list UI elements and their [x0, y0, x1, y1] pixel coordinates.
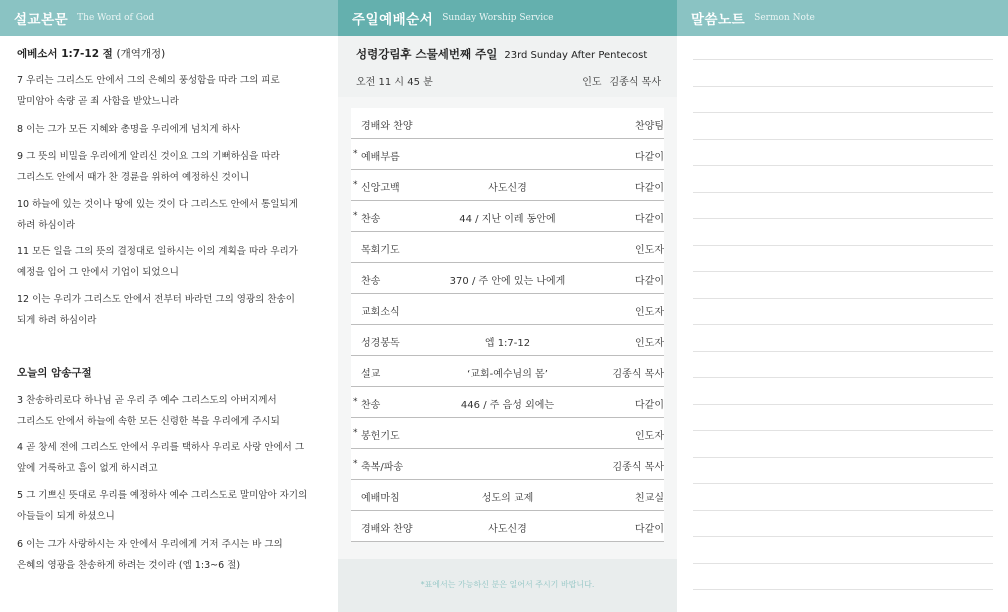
note-line [693, 245, 993, 246]
note-line [693, 112, 993, 113]
note-line [693, 536, 993, 537]
order-item-name: 예배부름 [361, 152, 400, 163]
order-item-name: 설교 [361, 369, 381, 380]
worship-order-subtitle: Sunday Worship Service [442, 13, 554, 23]
order-row [351, 449, 664, 480]
verse-block [17, 70, 327, 112]
order-item-name: 경배와 찬양 [361, 121, 413, 132]
standing-mark: * [353, 180, 358, 190]
note-line [693, 377, 993, 378]
order-item-detail: 엡 1:7-12 [484, 338, 531, 349]
worship-order-header [338, 0, 677, 36]
worship-order-list [351, 108, 664, 542]
service-title-ko: 성령강림후 스물세번째 주일 [356, 47, 498, 61]
order-row [351, 232, 664, 263]
scripture-version: (개역개정) [116, 48, 166, 60]
order-item-leader: 김종식 목사 [612, 369, 664, 380]
verse-line: 아들들이 되게 하셨으니 [17, 511, 115, 522]
order-row [351, 480, 664, 511]
order-row [351, 263, 664, 294]
note-line [693, 59, 993, 60]
service-leader [582, 73, 661, 88]
standing-mark: * [353, 149, 358, 159]
worship-order-title: 주일예배순서 [352, 12, 434, 28]
note-line [693, 483, 993, 484]
verse-line: 3 찬송하리로다 하나님 곧 우리 주 예수 그리스도의 아버지께서 [17, 395, 277, 406]
order-item-detail: 370 / 주 안에 있는 나에게 [449, 276, 566, 287]
note-line [693, 298, 993, 299]
verse-block [17, 390, 327, 432]
verse-line: 예정을 입어 그 안에서 기업이 되었으니 [17, 267, 179, 278]
verse-block [17, 194, 327, 236]
verse-line: 5 그 기쁘신 뜻대로 우리를 예정하사 예수 그리스도로 말미암아 자기의 [17, 490, 308, 501]
verse-block [17, 289, 327, 331]
standing-mark: * [353, 211, 358, 221]
sermon-text-panel [0, 0, 338, 612]
verse-line: 그리스도 안에서 때가 찬 경륜을 위하여 예정하신 것이니 [17, 172, 250, 183]
sermon-text-title: 설교본문 [14, 12, 69, 28]
order-item-detail: 446 / 주 음성 외에는 [460, 400, 555, 411]
order-item-name: 목회기도 [361, 245, 400, 256]
note-line [693, 563, 993, 564]
standing-mark: * [353, 397, 358, 407]
order-row [351, 387, 664, 418]
verse-line: 8 이는 그가 모든 지혜와 총명을 우리에게 넘치게 하사 [17, 124, 240, 135]
order-item-leader: 다같이 [635, 524, 664, 535]
order-item-leader: 인도자 [635, 307, 664, 318]
verse-block [17, 437, 327, 479]
service-leader-name: 김종식 목사 [609, 77, 661, 88]
order-item-leader: 찬양팀 [635, 121, 664, 132]
verse-line: 앞에 거룩하고 흠이 없게 하시려고 [17, 463, 158, 474]
order-item-leader: 다같이 [635, 183, 664, 194]
worship-order-panel [338, 0, 677, 612]
order-item-detail: ‘교회-예수님의 몸’ [467, 369, 548, 380]
order-item-name: 찬송 [361, 276, 381, 287]
order-item-detail: 사도신경 [488, 183, 527, 194]
standing-mark: * [353, 459, 358, 469]
verse-line: 7 우리는 그리스도 안에서 그의 은혜의 풍성함을 따라 그의 피로 [17, 75, 280, 86]
standing-footnote: *표에서는 가능하신 분은 일어서 주시기 바랍니다. [420, 580, 595, 589]
order-row [351, 511, 664, 542]
note-line [693, 139, 993, 140]
verse-line: 10 하늘에 있는 것이나 땅에 있는 것이 다 그리스도 안에서 통일되게 [17, 199, 298, 210]
verse-line: 되게 하려 하심이라 [17, 315, 97, 326]
sermon-note-header [677, 0, 1008, 36]
order-item-detail: 44 / 지난 이레 동안에 [459, 214, 556, 225]
note-line [693, 165, 993, 166]
note-line [693, 510, 993, 511]
note-line [693, 86, 993, 87]
note-line [693, 351, 993, 352]
order-item-leader: 친교실 [635, 493, 664, 504]
standing-mark: * [353, 428, 358, 438]
note-line [693, 324, 993, 325]
note-line [693, 192, 993, 193]
note-line [693, 430, 993, 431]
verse-block [17, 119, 327, 140]
order-item-detail: 성도의 교제 [481, 493, 534, 504]
memory-verse-title: 오늘의 암송구절 [17, 367, 92, 379]
verse-line: 4 곧 창세 전에 그리스도 안에서 우리를 택하사 우리로 사랑 안에서 그 [17, 442, 305, 453]
order-item-name: 찬송 [361, 214, 381, 225]
verse-line: 하려 하심이라 [17, 220, 76, 231]
verse-block [17, 534, 327, 576]
verse-line: 9 그 뜻의 비밀을 우리에게 알리신 것이요 그의 기뻐하심을 따라 [17, 151, 280, 162]
order-item-name: 예배마침 [361, 493, 400, 504]
note-line [693, 404, 993, 405]
order-item-leader: 인도자 [635, 431, 664, 442]
verse-block [17, 146, 327, 188]
service-title-en: 23rd Sunday After Pentecost [504, 50, 648, 61]
order-item-name: 교회소식 [361, 307, 400, 318]
order-item-leader: 인도자 [635, 338, 664, 349]
order-item-name: 축복/파송 [361, 462, 404, 473]
verse-line: 11 모든 일을 그의 뜻의 결정대로 일하시는 이의 계획을 따라 우리가 [17, 246, 298, 257]
order-row [351, 418, 664, 449]
sermon-text-subtitle: The Word of God [77, 13, 155, 23]
scripture-reference [17, 46, 165, 61]
worship-order-footer [338, 559, 677, 612]
note-line [693, 457, 993, 458]
order-row [351, 201, 664, 232]
verse-line: 그리스도 안에서 하늘에 속한 모든 신령한 복을 우리에게 주시되 [17, 416, 280, 427]
sermon-note-subtitle: Sermon Note [754, 13, 815, 23]
note-line [693, 589, 993, 590]
verse-line: 6 이는 그가 사랑하시는 자 안에서 우리에게 거저 주시는 바 그의 [17, 539, 283, 550]
order-item-name: 찬송 [361, 400, 381, 411]
scripture-reference-text: 에베소서 1:7-12 절 [17, 48, 113, 60]
sermon-note-title: 말씀노트 [691, 12, 746, 28]
service-info [338, 36, 677, 97]
sermon-text-header [0, 0, 338, 36]
order-row [351, 170, 664, 201]
order-item-leader: 인도자 [635, 245, 664, 256]
verse-line: 은혜의 영광을 찬송하게 하려는 것이라 (엡 1:3~6 절) [17, 560, 241, 571]
order-item-name: 성경봉독 [361, 338, 400, 349]
order-row [351, 139, 664, 170]
order-item-leader: 김종식 목사 [612, 462, 664, 473]
order-row [351, 108, 664, 139]
order-item-leader: 다같이 [635, 400, 664, 411]
verse-line: 말미암아 속량 곧 죄 사함을 받았느니라 [17, 96, 179, 107]
note-line [693, 218, 993, 219]
order-row [351, 325, 664, 356]
verse-block [17, 241, 327, 283]
service-time: 오전 11 시 45 분 [356, 77, 433, 88]
sermon-note-panel [677, 0, 1008, 612]
order-item-leader: 다같이 [635, 214, 664, 225]
order-row [351, 356, 664, 387]
order-item-name: 신앙고백 [361, 183, 400, 194]
verse-line: 12 이는 우리가 그리스도 안에서 전부터 바라던 그의 영광의 찬송이 [17, 294, 295, 305]
service-leader-label: 인도 [582, 77, 602, 88]
service-title [356, 46, 647, 62]
verse-block [17, 485, 327, 527]
order-row [351, 294, 664, 325]
order-item-leader: 다같이 [635, 152, 664, 163]
order-item-leader: 다같이 [635, 276, 664, 287]
order-item-name: 봉헌기도 [361, 431, 400, 442]
order-item-name: 경배와 찬양 [361, 524, 413, 535]
order-item-detail: 사도신경 [488, 524, 527, 535]
note-line [693, 271, 993, 272]
